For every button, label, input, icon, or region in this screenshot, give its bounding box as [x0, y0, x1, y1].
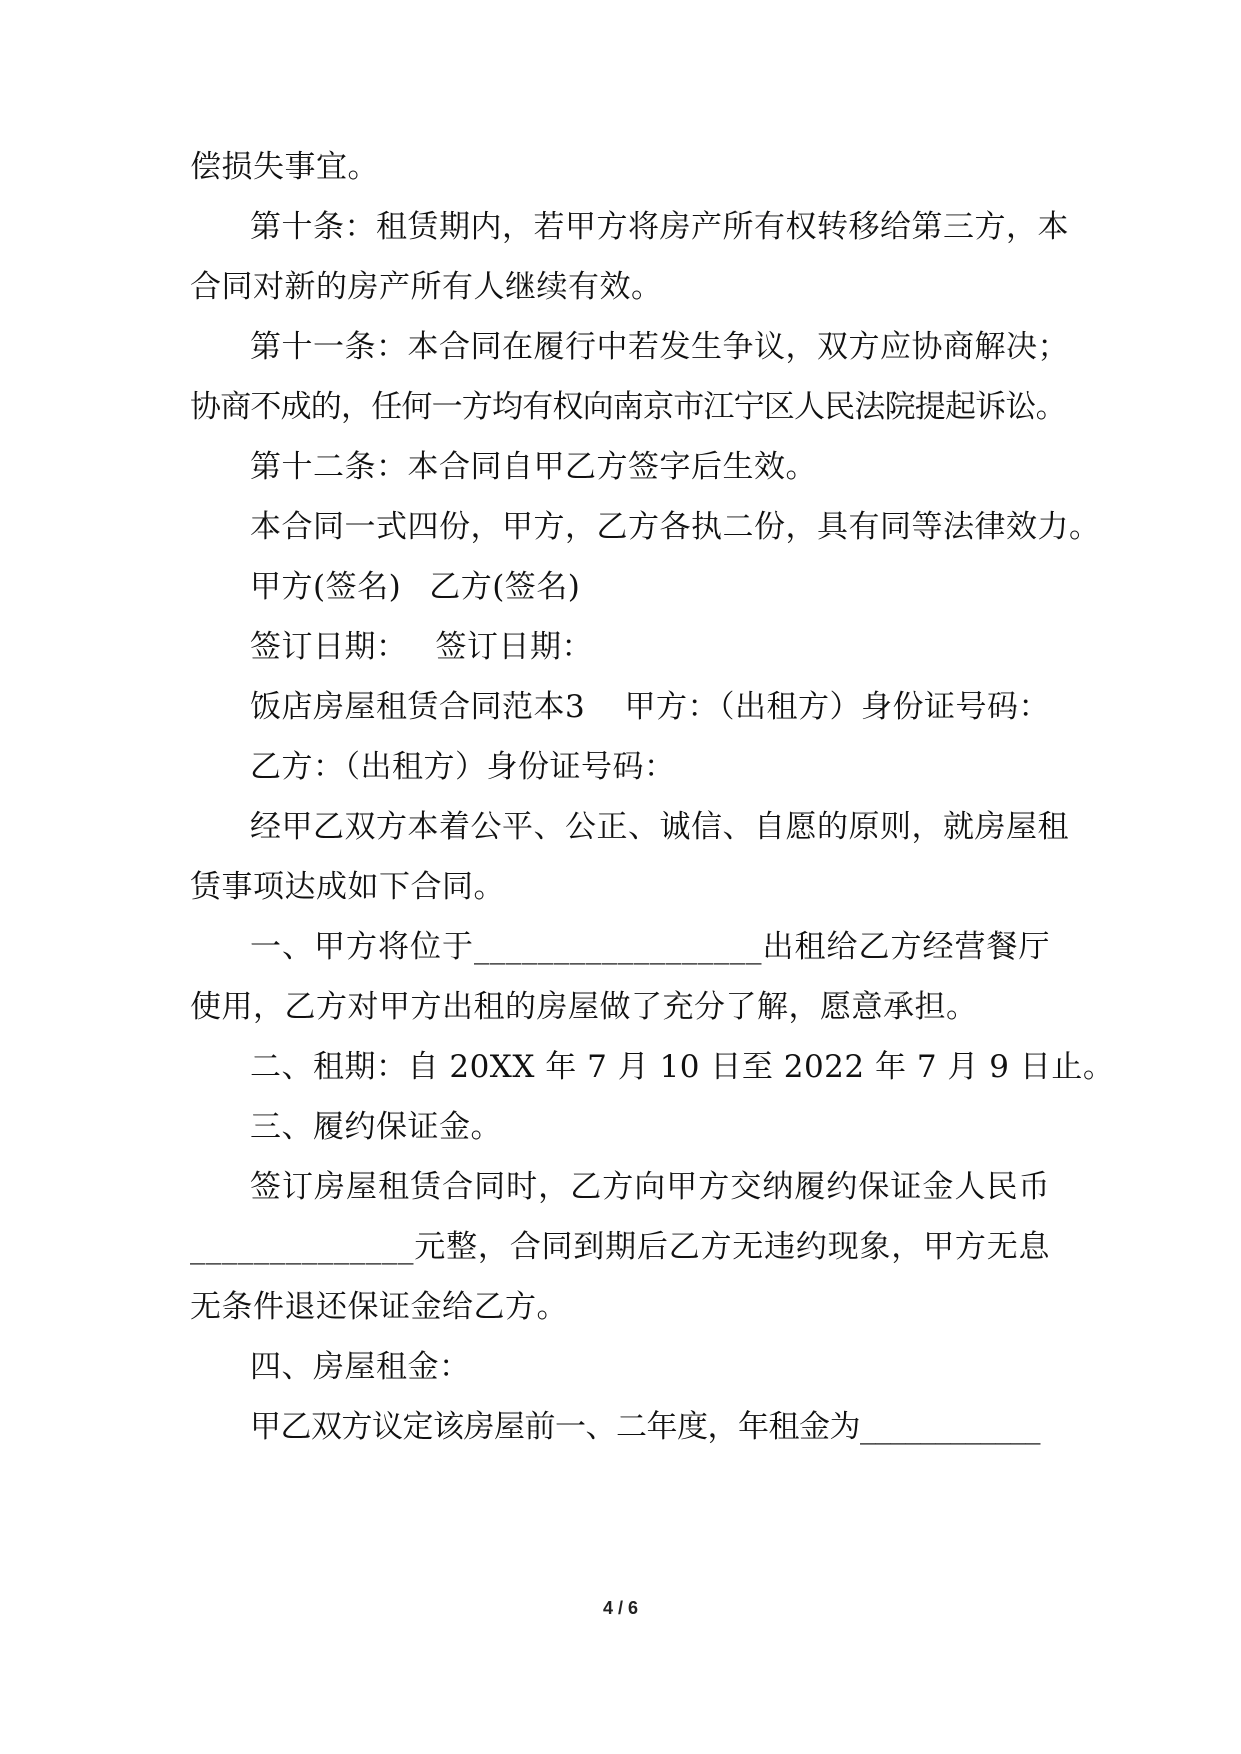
- paragraph-line: 第十条：租赁期内，若甲方将房产所有权转移给第三方，本: [250, 209, 1069, 245]
- paragraph-line: 无条件退还保证金给乙方。: [190, 1289, 568, 1325]
- paragraph-line: 本合同一式四份，甲方，乙方各执二份，具有同等法律效力。: [250, 509, 1101, 545]
- paragraph-line: ______________元整，合同到期后乙方无违约现象，甲方无息: [190, 1229, 1050, 1265]
- template-title: 饭店房屋租赁合同范本3: [250, 689, 586, 725]
- paragraph-line: 一、甲方将位于__________________出租给乙方经营餐厅: [250, 929, 1050, 965]
- paragraph-line: 经甲乙双方本着公平、公正、诚信、自愿的原则，就房屋租: [250, 809, 1069, 845]
- paragraph-line: 协商不成的，任何一方均有权向南京市江宁区人民法院提起诉讼。: [190, 389, 1066, 425]
- paragraph-line: 使用，乙方对甲方出租的房屋做了充分了解，愿意承担。: [190, 989, 978, 1025]
- party-b-signature-label: 乙方(签名): [429, 569, 581, 605]
- party-a-identity-label: 甲方：（出租方）身份证号码：: [624, 689, 1050, 725]
- paragraph-line: 三、履约保证金。: [250, 1109, 502, 1145]
- page-number: 4 / 6: [602, 1598, 639, 1618]
- template-header-line: [250, 687, 1050, 727]
- paragraph-line: 偿损失事宜。: [190, 149, 379, 185]
- paragraph-line: 甲乙双方议定该房屋前一、二年度，年租金为____________: [250, 1409, 1040, 1445]
- paragraph-line: 二、租期：自 20XX 年 7 月 10 日至 2022 年 7 月 9 日止。: [250, 1049, 1115, 1085]
- paragraph-line: 合同对新的房产所有人继续有效。: [190, 269, 663, 305]
- paragraph-line: 四、房屋租金：: [250, 1349, 471, 1385]
- paragraph-line: 赁事项达成如下合同。: [190, 869, 505, 905]
- paragraph-line: 第十二条：本合同自甲乙方签字后生效。: [250, 449, 817, 485]
- party-a-sign-date-label: 签订日期：: [250, 629, 408, 665]
- paragraph-line: 签订房屋租赁合同时，乙方向甲方交纳履约保证金人民币: [250, 1169, 1050, 1205]
- party-a-signature-label: 甲方(签名): [250, 569, 402, 605]
- paragraph-line: 第十一条：本合同在履行中若发生争议，双方应协商解决；: [250, 329, 1069, 365]
- paragraph-line: 乙方：（出租方）身份证号码：: [250, 749, 676, 785]
- party-b-sign-date-label: 签订日期：: [435, 629, 593, 665]
- signature-line: [250, 567, 1050, 607]
- sign-date-line: [250, 627, 1050, 667]
